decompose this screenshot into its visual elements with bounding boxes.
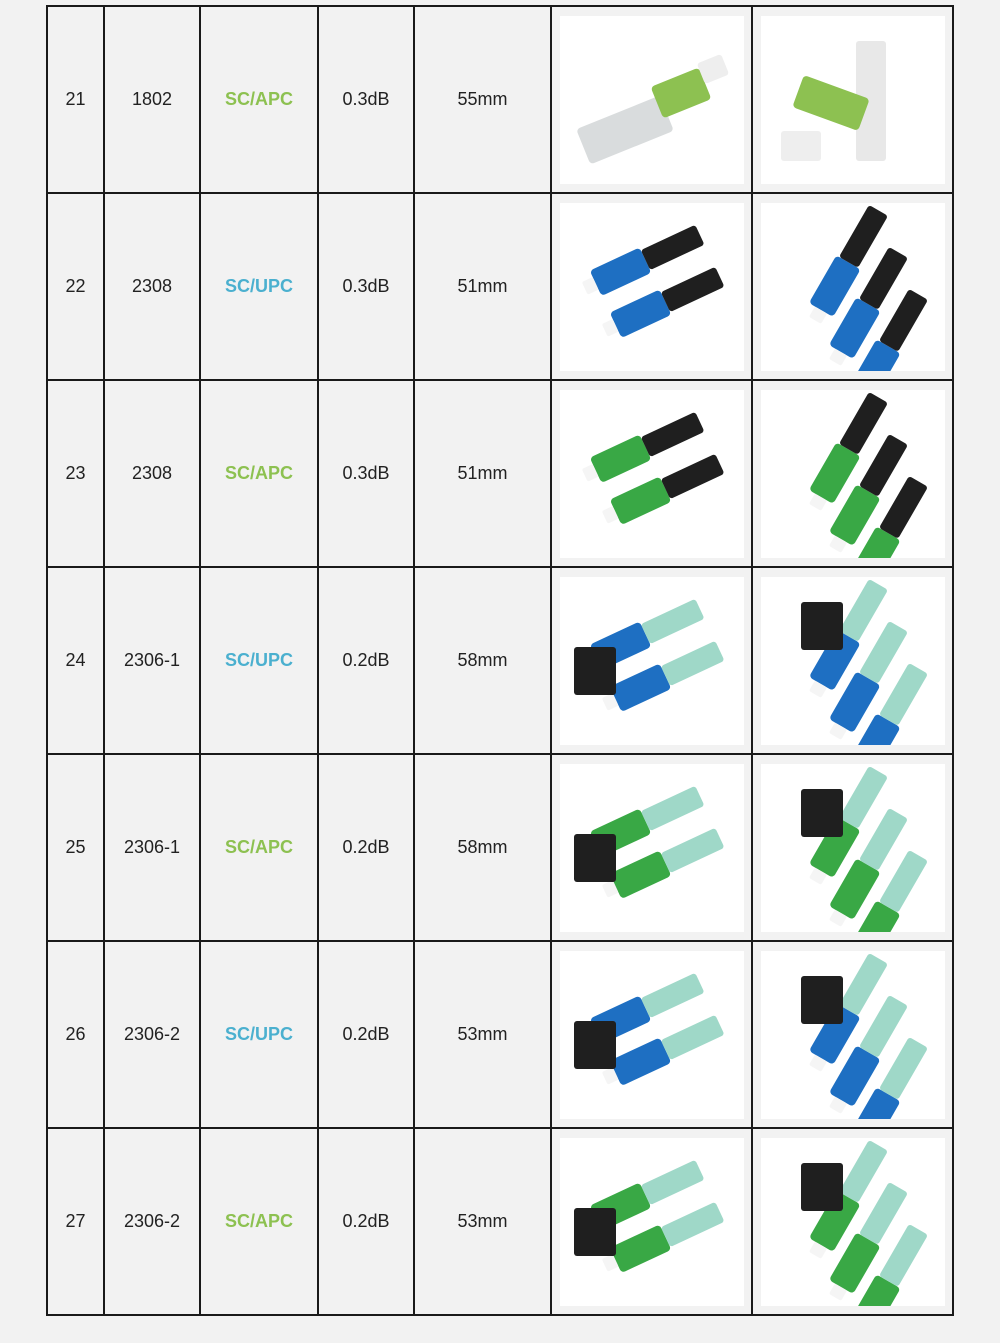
connector-photo: [761, 1138, 945, 1306]
product-photo-cell: [752, 193, 953, 380]
table-row: [47, 567, 953, 754]
product-photo-cell: [551, 6, 752, 193]
connector-type: SC/UPC: [200, 567, 318, 754]
product-photo-cell: [752, 380, 953, 567]
connector-length: 53mm: [414, 1128, 551, 1315]
connector-type: SC/UPC: [200, 193, 318, 380]
insertion-loss: 0.2dB: [318, 754, 414, 941]
table-row: [47, 6, 953, 193]
connector-length: 53mm: [414, 941, 551, 1128]
insertion-loss: 0.2dB: [318, 567, 414, 754]
connector-photo: [761, 764, 945, 932]
connector-photo: [761, 16, 945, 184]
connector-photo: [560, 764, 744, 932]
product-photo-cell: [752, 941, 953, 1128]
product-photo-cell: [551, 1128, 752, 1315]
connector-length: 58mm: [414, 754, 551, 941]
table-row: [47, 380, 953, 567]
table-row: [47, 1128, 953, 1315]
insertion-loss: 0.3dB: [318, 193, 414, 380]
row-number: 21: [47, 6, 104, 193]
connector-photo: [761, 951, 945, 1119]
model-number: 2306-1: [104, 754, 200, 941]
product-photo-cell: [752, 6, 953, 193]
connector-type: SC/APC: [200, 380, 318, 567]
connector-photo: [761, 203, 945, 371]
connector-type: SC/APC: [200, 1128, 318, 1315]
model-number: 2308: [104, 380, 200, 567]
connector-length: 55mm: [414, 6, 551, 193]
model-number: 2306-2: [104, 1128, 200, 1315]
product-photo-cell: [551, 567, 752, 754]
connector-photo: [560, 390, 744, 558]
model-number: 2306-1: [104, 567, 200, 754]
insertion-loss: 0.3dB: [318, 380, 414, 567]
connector-length: 51mm: [414, 193, 551, 380]
insertion-loss: 0.2dB: [318, 1128, 414, 1315]
table-row: [47, 193, 953, 380]
connector-type: SC/APC: [200, 754, 318, 941]
insertion-loss: 0.3dB: [318, 6, 414, 193]
product-photo-cell: [551, 941, 752, 1128]
connector-length: 58mm: [414, 567, 551, 754]
connector-photo: [560, 951, 744, 1119]
row-number: 25: [47, 754, 104, 941]
model-number: 2308: [104, 193, 200, 380]
product-photo-cell: [551, 754, 752, 941]
model-number: 2306-2: [104, 941, 200, 1128]
row-number: 22: [47, 193, 104, 380]
row-number: 24: [47, 567, 104, 754]
product-photo-cell: [551, 193, 752, 380]
product-photo-cell: [551, 380, 752, 567]
connector-photo: [560, 1138, 744, 1306]
product-photo-cell: [752, 1128, 953, 1315]
connector-photo: [761, 577, 945, 745]
connector-length: 51mm: [414, 380, 551, 567]
connector-type: SC/APC: [200, 6, 318, 193]
model-number: 1802: [104, 6, 200, 193]
product-photo-cell: [752, 567, 953, 754]
table-row: [47, 941, 953, 1128]
connector-photo: [560, 577, 744, 745]
product-photo-cell: [752, 754, 953, 941]
table-row: [47, 754, 953, 941]
connector-spec-table: [46, 5, 954, 1316]
row-number: 23: [47, 380, 104, 567]
row-number: 26: [47, 941, 104, 1128]
connector-type: SC/UPC: [200, 941, 318, 1128]
insertion-loss: 0.2dB: [318, 941, 414, 1128]
connector-photo: [560, 203, 744, 371]
connector-photo: [761, 390, 945, 558]
row-number: 27: [47, 1128, 104, 1315]
connector-photo: [560, 16, 744, 184]
